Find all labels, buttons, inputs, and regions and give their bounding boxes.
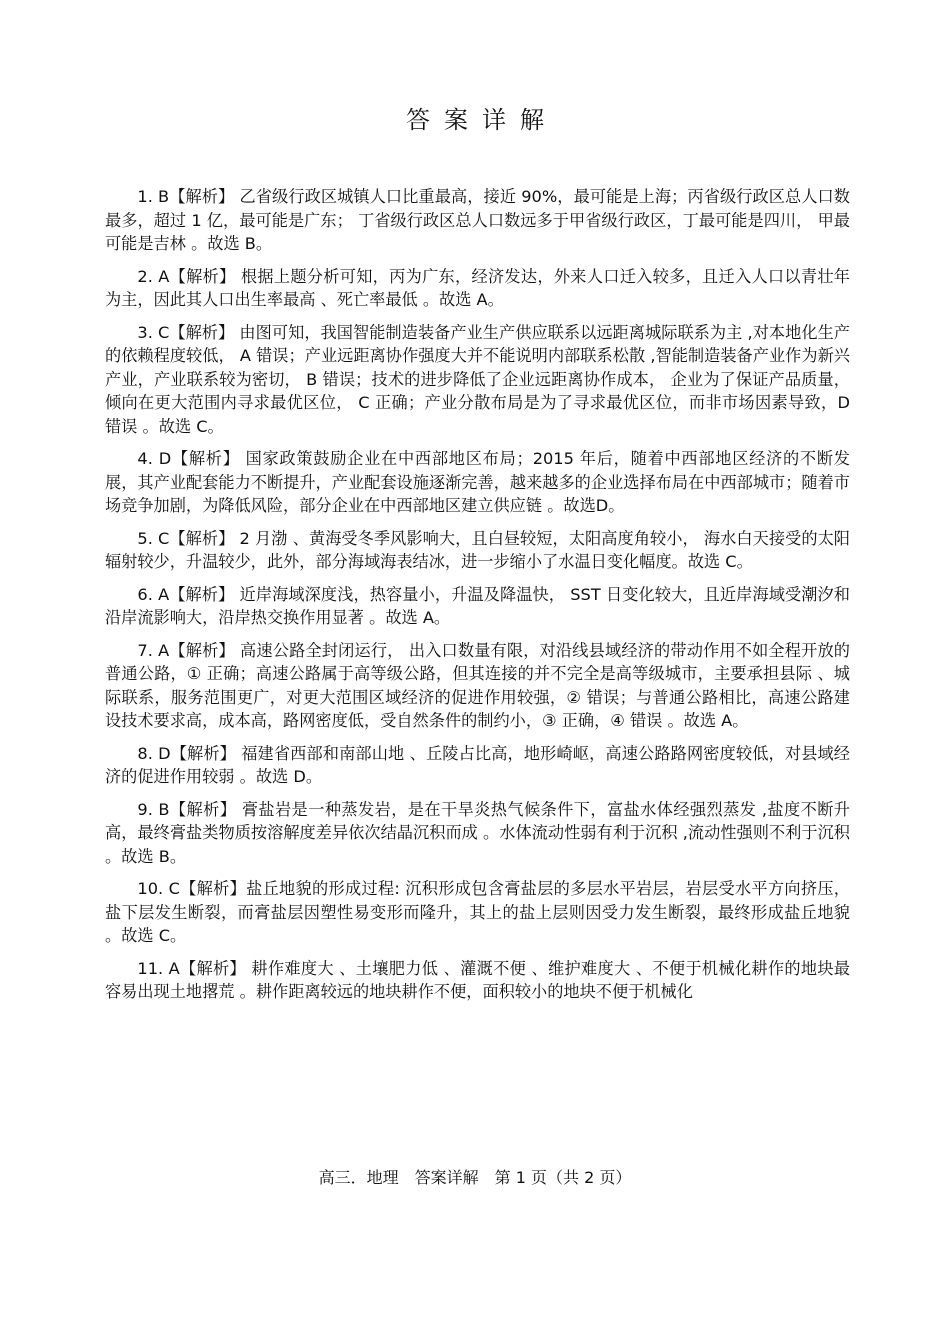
- answer-item-5: 5. C【解析】 2 月渤 、黄海受冬季风影响大，且白昼较短，太阳高度角较小， 海水白天接受的太阳辐射较少，升温较少，此外，部分海域海表结冰，进一步缩小了水温日变化幅度。故选 C。: [105, 528, 850, 571]
- answer-list: [105, 185, 850, 1013]
- answer-item-1: 1. B【解析】 乙省级行政区城镇人口比重最高，接近 90%，最可能是上海；丙省级行政区总人口数最多，超过 1 亿，最可能是广东； 丁省级行政区总人口数远多于甲省级行政区，丁最可能是四川， 甲最可能是吉林 。故选 B。: [105, 187, 850, 253]
- answer-item-9: 9. B【解析】 膏盐岩是一种蒸发岩，是在干旱炎热气候条件下，富盐水体经强烈蒸发 ,盐度不断升高，最终膏盐类物质按溶解度差异依次结晶沉积而成 。水体流动性弱有利于沉积 ,流动性强则不利于沉积 。故选 B。: [105, 799, 850, 866]
- answer-item-8: 8. D【解析】 福建省西部和南部山地 、丘陵占比高，地形崎岖，高速公路路网密度较低，对县域经济的促进作用较弱 。故选 D。: [105, 743, 850, 786]
- page-footer: 高三．地理 答案详解 第 1 页（共 2 页）: [318, 1168, 632, 1187]
- answer-item-3: 3. C【解析】 由图可知，我国智能制造装备产业生产供应联系以远距离城际联系为主 ,对本地化生产的依赖程度较低， A 错误；产业远距离协作强度大并不能说明内部联系松散 ,智能制造装备产业作为新兴产业，产业联系较为密切， B 错误；技术的进步降低了企业远距离协作成本， 企业为了保证产品质量， 倾向在更大范围内寻求最优区位， C 正确；产业分散布局是为了寻求最优区位，而非市场因素导致，D 错误 。故选 C。: [105, 322, 850, 436]
- answer-item-4: 4. D【解析】 国家政策鼓励企业在中西部地区布局；2015 年后，随着中西部地区经济的不断发展，其产业配套能力不断提升，产业配套设施逐渐完善，越来越多的企业选择布局在中西部城市；随着市场竞争加剧，为降低风险，部分企业在中西部地区建立供应链 。故选D。: [105, 449, 850, 515]
- answer-item-7: 7. A【解析】 高速公路全封闭运行， 出入口数量有限，对沿线县域经济的带动作用不如全程开放的普通公路，① 正确；高速公路属于高等级公路，但其连接的并不完全是高等级城市，主要承担县际 、城际联系，服务范围更广，对更大范围区域经济的促进作用较强，② 错误；与普通公路相比，高速公路建设技术要求高，成本高，路网密度低，受自然条件的制约小，③ 正确，④ 错误 。故选 A。: [105, 640, 850, 730]
- answer-item-6: 6. A【解析】 近岸海域深度浅，热容量小，升温及降温快， SST 日变化较大，且近岸海域受潮汐和沿岸流影响大，沿岸热交换作用显著 。故选 A。: [105, 584, 850, 627]
- page-title: 答案详解: [406, 106, 558, 134]
- answer-item-11: 11. A【解析】 耕作难度大 、土壤肥力低 、灌溉不便 、维护难度大 、不便于机械化耕作的地块最容易出现土地撂荒 。耕作距离较远的地块耕作不便，面积较小的地块不便于机械化: [105, 958, 850, 1001]
- answer-item-10: 10. C【解析】盐丘地貌的形成过程: 沉积形成包含膏盐层的多层水平岩层，岩层受水平方向挤压，盐下层发生断裂，而膏盐层因塑性易变形而隆升，其上的盐上层则因受力发生断裂，最终形成盐丘地貌 。故选 C。: [105, 879, 850, 945]
- answer-item-2: 2. A【解析】 根据上题分析可知，丙为广东，经济发达，外来人口迁入较多，且迁入人口以青壮年为主，因此其人口出生率最高 、死亡率最低 。故选 A。: [105, 266, 850, 309]
